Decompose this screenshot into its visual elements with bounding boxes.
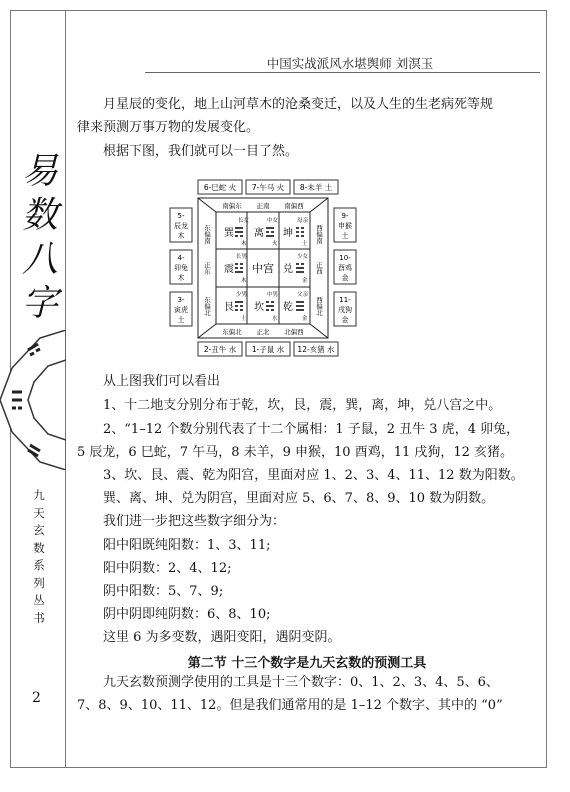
series-char: 丛	[33, 593, 45, 607]
paragraph-line: 阳中阳既纯阳数：1、3、11;	[103, 538, 271, 553]
palace-element: 金	[302, 316, 308, 322]
side-title-char: 数	[21, 195, 60, 236]
direction-label: 北偏西	[284, 328, 304, 336]
direction-label: 正东	[203, 261, 211, 275]
branch-box-animal: 辰龙	[174, 222, 188, 230]
branch-box: 7-午马 火	[251, 183, 285, 192]
palace-element: 金	[302, 278, 308, 284]
series-char: 系	[33, 558, 45, 572]
branch-box: 6-巳蛇 火	[203, 183, 237, 192]
branch-box-animal: 申猴	[338, 222, 352, 230]
paragraph-line: 7、8、9、10、11、12。但是我们通常用的是 1–12 个数字、其中的 “0”	[77, 698, 503, 713]
palace-element: 木	[241, 278, 247, 284]
palace-element: 木	[241, 241, 247, 247]
palace-member: 长男	[236, 254, 248, 260]
palace-element: 土	[302, 241, 308, 247]
branch-box-num: 4-	[177, 254, 185, 262]
direction-label: 南偏东	[222, 202, 242, 210]
palace-name: 离	[254, 228, 264, 239]
side-title-char: 字	[21, 283, 60, 324]
paragraph-line: 阴中阳数：5、7、9;	[103, 584, 224, 599]
direction-label: 东偏北	[222, 328, 242, 336]
branch-box: 8-未羊 土	[299, 183, 333, 192]
branch-box-num: 9-	[341, 212, 349, 220]
branch-box-num: 5-	[177, 212, 185, 220]
side-title-char: 易	[21, 151, 60, 192]
palace-member: 中女	[267, 218, 279, 224]
header-rule	[145, 72, 540, 73]
palace-name: 艮	[224, 302, 234, 313]
palace-name: 坤	[283, 228, 293, 239]
paragraph-line: 九天玄数预测学使用的工具是十三个数字：0、1、2、3、4、5、6、	[103, 675, 499, 690]
branch-box-num: 10-	[339, 254, 351, 262]
palace-member: 少女	[297, 254, 309, 260]
branch-box: 1-子鼠 水	[251, 345, 285, 354]
paragraph-line: 5 辰龙，6 巳蛇，7 午马，8 未羊，9 申猴，10 酉鸡，11 戌狗，12 亥猪。	[77, 445, 514, 460]
branch-box: 12-亥猪 水	[297, 345, 335, 354]
branch-box: 2-丑牛 水	[203, 345, 237, 354]
palace-member: 长女	[238, 218, 250, 224]
palace-element: 土	[241, 316, 247, 322]
bagua-diagram-svg	[168, 178, 358, 358]
branch-box-animal: 酉鸡	[338, 264, 352, 272]
paragraph-line: 阳中阴数：2、4、12;	[103, 561, 232, 576]
paragraph-line: 我们进一步把这些数字细分为：	[103, 514, 286, 529]
palace-name: 兑	[283, 264, 293, 275]
series-char: 天	[33, 505, 45, 520]
direction-label: 东偏南	[203, 224, 211, 244]
palace-name: 震	[224, 264, 234, 275]
paragraph-line: 律来预测万事万物的发展变化。	[77, 120, 260, 135]
page-number: 2	[32, 690, 41, 706]
direction-label: 正西	[315, 261, 323, 275]
branch-box-element: 土	[341, 232, 349, 240]
paragraph-line: 这里 6 为多变数，遇阳变阳，遇阴变阴。	[103, 630, 341, 645]
bagua-ornament	[0, 330, 66, 470]
palace-member: 少男	[236, 292, 248, 298]
series-char: 九	[33, 488, 45, 502]
paragraph-line: 1、十二地支分别分布于乾，坎，艮，震，巽，离，坤，兑八宫之中。	[103, 398, 502, 413]
palace-name: 乾	[283, 302, 293, 313]
paragraph-line: 2、“1–12 个数分别代表了十二个属相：1 子鼠，2 丑牛 3 虎，4 卯兔，	[103, 422, 520, 437]
bagua-diagram	[168, 178, 358, 358]
paragraph-line: 月星辰的变化，地上山河草木的沧桑变迁，以及人生的生老病死等规	[103, 97, 494, 112]
branch-box-num: 3-	[177, 296, 185, 304]
paragraph-line: 根据下图，我们就可以一目了然。	[103, 144, 299, 159]
direction-label: 东偏北	[203, 296, 211, 316]
direction-label: 正南	[256, 202, 270, 210]
paragraph-line: 阴中阴即纯阴数：6、8、10;	[103, 607, 271, 622]
direction-label: 西偏北	[315, 296, 323, 316]
palace-name: 巽	[224, 228, 234, 239]
palace-element: 水	[272, 316, 278, 322]
paragraph-line: 3、坎、艮、震、乾为阳宫，里面对应 1、2、3、4、11、12 数为阳数。	[103, 468, 524, 483]
direction-label: 西偏南	[315, 224, 323, 244]
palace-name: 坎	[254, 302, 264, 313]
branch-box-element: 木	[177, 232, 185, 240]
side-title-char: 八	[21, 239, 60, 280]
branch-box-num: 11-	[339, 296, 351, 304]
palace-member: 中男	[267, 292, 279, 298]
series-title	[24, 487, 54, 627]
branch-box-element: 木	[177, 274, 185, 282]
palace-member: 母亲	[297, 218, 309, 224]
series-char: 数	[33, 540, 45, 555]
series-char: 书	[33, 610, 45, 625]
running-header: 中国实战派风水堪舆师 刘溟玉	[266, 56, 434, 71]
branch-box-element: 土	[177, 316, 185, 324]
center-palace: 中宫	[252, 262, 274, 275]
direction-label: 南偏西	[284, 202, 304, 210]
palace-member: 父亲	[297, 292, 309, 298]
branch-box-animal: 寅虎	[174, 306, 188, 314]
side-title	[21, 150, 61, 326]
paragraph-line: 巽、离、坤、兑为阴宫，里面对应 5、6、7、8、9、10 数为阴数。	[103, 491, 495, 506]
branch-box-element: 金	[341, 316, 349, 324]
series-char: 玄	[33, 523, 45, 537]
branch-box-animal: 卯兔	[174, 264, 188, 272]
section-title: 第二节 十三个数字是九天玄数的预测工具	[187, 656, 427, 671]
branch-box-animal: 戌狗	[338, 306, 352, 314]
paragraph-line: 从上图我们可以看出	[103, 374, 221, 389]
series-char: 列	[33, 575, 45, 590]
branch-box-element: 金	[341, 274, 349, 282]
direction-label: 正北	[256, 328, 270, 336]
palace-element: 火	[272, 241, 278, 247]
